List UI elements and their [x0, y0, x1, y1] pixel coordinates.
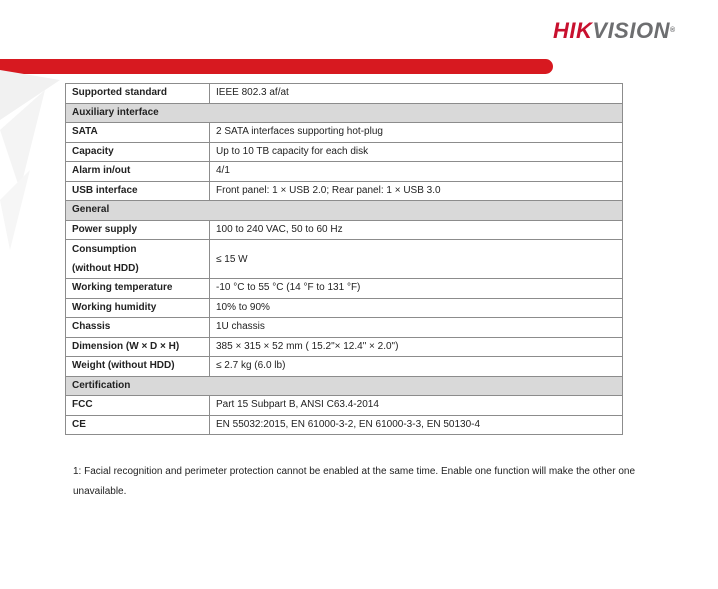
spec-value: IEEE 802.3 af/at [210, 84, 623, 104]
table-row [66, 162, 623, 182]
spec-key: Supported standard [66, 84, 210, 104]
spec-key: USB interface [66, 181, 210, 201]
table-row [66, 220, 623, 240]
table-row [66, 123, 623, 143]
spec-value: ≤ 2.7 kg (6.0 lb) [210, 357, 623, 377]
hikvision-logo: HIKVISION® [553, 18, 676, 43]
spec-key-line1: Consumption [72, 244, 137, 255]
spec-value: Part 15 Subpart B, ANSI C63.4-2014 [210, 396, 623, 416]
section-title: Auxiliary interface [66, 103, 623, 123]
table-row [66, 298, 623, 318]
spec-key: Capacity [66, 142, 210, 162]
spec-key: CE [66, 415, 210, 435]
spec-key: Working temperature [66, 279, 210, 299]
spec-value: 385 × 315 × 52 mm ( 15.2"× 12.4" × 2.0") [210, 337, 623, 357]
section-header-row [66, 376, 623, 396]
table-row [66, 84, 623, 104]
table-row [66, 357, 623, 377]
spec-value: Front panel: 1 × USB 2.0; Rear panel: 1 × USB 3.0 [210, 181, 623, 201]
spec-key: Dimension (W × D × H) [66, 337, 210, 357]
table-row [66, 396, 623, 416]
table-row [66, 279, 623, 299]
spec-value: 100 to 240 VAC, 50 to 60 Hz [210, 220, 623, 240]
spec-table [65, 83, 623, 435]
spec-key: Weight (without HDD) [66, 357, 210, 377]
spec-value: EN 55032:2015, EN 61000-3-2, EN 61000-3-3, EN 50130-4 [210, 415, 623, 435]
spec-key: Working humidity [66, 298, 210, 318]
spec-key: FCC [66, 396, 210, 416]
table-row [66, 337, 623, 357]
section-header-row [66, 103, 623, 123]
spec-value: -10 °C to 55 °C (14 °F to 131 °F) [210, 279, 623, 299]
spec-key: Chassis [66, 318, 210, 338]
spec-value: 1U chassis [210, 318, 623, 338]
spec-value: 4/1 [210, 162, 623, 182]
spec-value: Up to 10 TB capacity for each disk [210, 142, 623, 162]
spec-key [66, 240, 210, 279]
spec-value: 2 SATA interfaces supporting hot-plug [210, 123, 623, 143]
spec-key: SATA [66, 123, 210, 143]
table-row [66, 142, 623, 162]
section-header-row [66, 201, 623, 221]
footnote: 1: Facial recognition and perimeter protection cannot be enabled at the same time. Enable one function will make the other one unavailable. [73, 466, 636, 497]
table-row [66, 240, 623, 279]
spec-value: ≤ 15 W [210, 240, 623, 279]
spec-key: Alarm in/out [66, 162, 210, 182]
table-row [66, 415, 623, 435]
table-row [66, 318, 623, 338]
spec-key-line2: (without HDD) [72, 263, 139, 274]
table-row [66, 181, 623, 201]
section-title: General [66, 201, 623, 221]
section-title: Certification [66, 376, 623, 396]
spec-value: 10% to 90% [210, 298, 623, 318]
spec-key: Power supply [66, 220, 210, 240]
